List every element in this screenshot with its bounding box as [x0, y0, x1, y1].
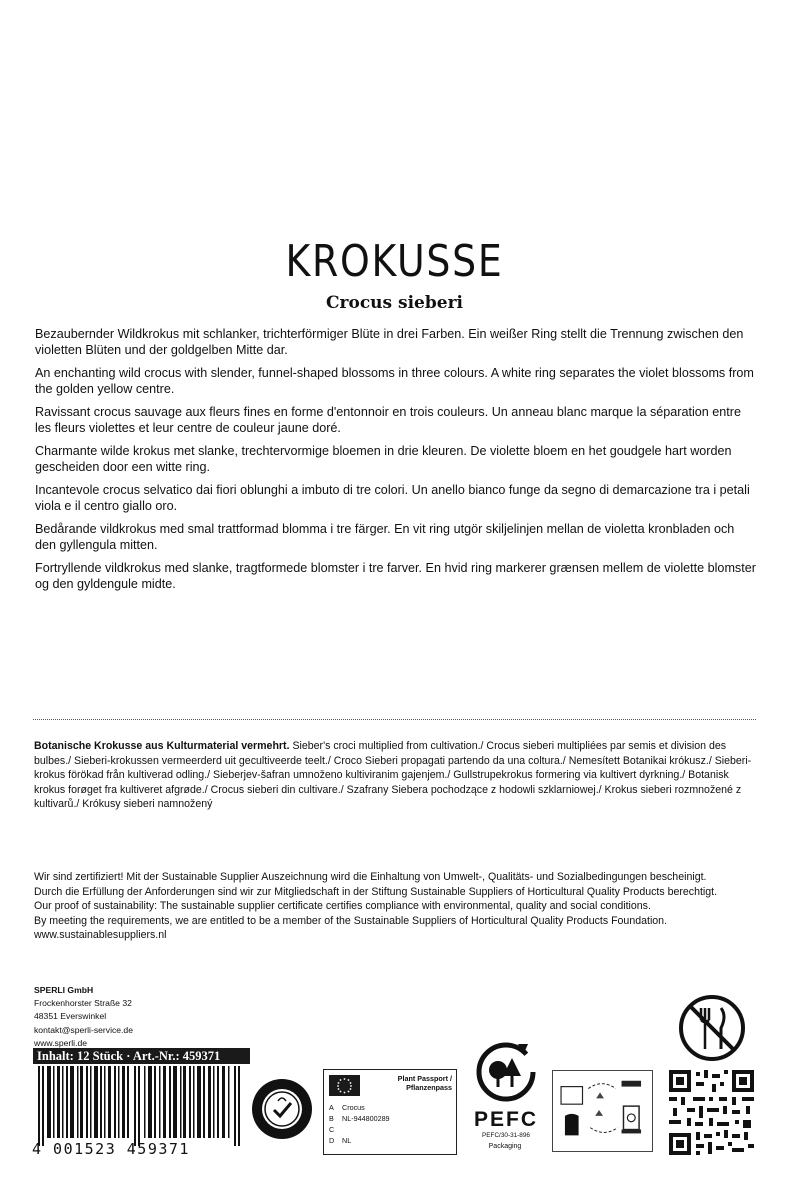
description-sv: Bedårande vildkrokus med smal trattformad blomma i tre färger. En vit ring utgör skiljelinjen mellan de violetta kronbladen och den gyllengula mitten. [35, 522, 735, 552]
certification-line: Wir sind zertifiziert! Mit der Sustainable Supplier Auszeichnung wird die Einhaltung von Umwelt-, Qualitäts- und Sozialbedingungen bescheinigt. [34, 871, 707, 883]
plant-passport-title: Plant Passport / Pflanzenpass [397, 1074, 452, 1092]
company-street: Frockenhorster Straße 32 [34, 998, 132, 1009]
company-website[interactable]: www.sperli.de [34, 1037, 88, 1048]
product-subtitle: Crocus sieberi [326, 293, 463, 313]
company-name: SPERLI GmbH [34, 985, 94, 995]
dotted-divider [33, 719, 756, 720]
row-key: B [329, 1114, 334, 1123]
description-nl: Charmante wilde krokus met slanke, trechtervormige bloemen in drie kleuren. De violette bloem en het goudgele hart worden gescheiden door een witte ring. [35, 444, 732, 474]
pefc-tree-icon [474, 1038, 538, 1102]
description-da: Fortryllende vildkrokus med slanke, tragtformede blomster i tre farver. En hvid ring markerer grænsen mellem de violette blomster og den gyldengule midte. [35, 561, 756, 591]
company-address [34, 984, 254, 1050]
sustainable-supplier-seal-icon [250, 1077, 314, 1141]
company-city: 48351 Everswinkel [34, 1011, 107, 1022]
pefc-wordmark: PEFC [473, 1108, 538, 1131]
plant-passport [323, 1069, 457, 1155]
pefc-code: PEFC/30-31-896 [482, 1132, 530, 1139]
row-value: NL [342, 1136, 352, 1145]
plant-passport-rows [329, 1102, 452, 1146]
qr-code-icon[interactable] [669, 1070, 754, 1155]
description-de: Bezaubernder Wildkrokus mit schlanker, trichterförmiger Blüte in drei Farben. Ein weißer Ring stellt die Trennung zwischen den violetten Blüten und der goldgelben Mitte dar. [35, 327, 744, 357]
multilingual-descriptions [35, 326, 757, 599]
row-key: C [329, 1125, 335, 1134]
certification-line: Our proof of sustainability: The sustainable supplier certificate certifies compliance with environmental, quality and social conditions. [34, 900, 651, 913]
pefc-logo [466, 1038, 546, 1156]
row-value: Crocus [342, 1103, 365, 1112]
eu-flag-icon [329, 1075, 360, 1096]
description-fr: Ravissant crocus sauvage aux fleurs fines en forme d'entonnoir en trois couleurs. Un anneau blanc marque la séparation entre les fleurs violettes et leur centre de couleur jaune doré. [35, 405, 741, 435]
row-key: D [329, 1136, 335, 1145]
propagation-note-text: Sieber's croci multiplied from cultivation./ Crocus sieberi multipliées par semis et division des bulbes./ Sieberi-krokussen vermeerderd uit gecultiveerde teelt./ Croco Sieberi propagati partendo da una coltura./ Nemesített Botanikai krókusz./ Sieberi-krokus förökad från kultiverad odling./ Sieberjev-šafran umnoženo kultiviranim gajenjem./ Gullstrupekrokus formering via kultivert dyrkning./ Botanisk krokus forøget fra kultiveret afgrøde./ Crocus sieberi din cultivare./ Szafrany Siebera pochodzące z hodowli szklarniowej./ Krokus sieberi rozmnožené z kultivarů./ Krókusy sieberi namnožený [34, 740, 752, 811]
description-en: An enchanting wild crocus with slender, funnel-shaped blossoms in three colours. A white ring separates the violet blossoms from the golden yellow centre. [35, 366, 754, 396]
pefc-packaging-label: Packaging [488, 1143, 522, 1150]
plant-passport-row [329, 1102, 452, 1113]
certification-block [34, 870, 758, 943]
certification-line: Durch die Erfüllung der Anforderungen sind wir zur Mitgliedschaft in der Stiftung Sustainable Suppliers of Horticultural Quality Products berechtigt. [34, 885, 718, 898]
row-value: NL-944800289 [342, 1114, 390, 1123]
product-title: KROKUSSE [285, 236, 504, 287]
no-food-icon [677, 993, 747, 1063]
description-it: Incantevole crocus selvatico dai fiori oblunghi a imbuto di tre colori. Un anello bianco funge da segno di demarcazione tra i petali viola e il centro giallo oro. [35, 483, 750, 513]
certification-line: By meeting the requirements, we are entitled to be a member of the Sustainable Suppliers of Horticultural Quality Products Foundation. [34, 914, 668, 927]
row-key: A [329, 1103, 334, 1112]
certification-link[interactable]: www.sustainablesuppliers.nl [34, 929, 167, 942]
propagation-note [34, 739, 758, 812]
company-email[interactable]: kontakt@sperli-service.de [34, 1024, 133, 1035]
barcode-number: 4 001523 459371 [32, 1140, 190, 1158]
propagation-note-bold: Botanische Krokusse aus Kulturmaterial vermehrt. [34, 740, 290, 752]
recycling-info-icon [552, 1070, 653, 1152]
plant-passport-row [329, 1113, 452, 1124]
plant-passport-row [329, 1135, 452, 1146]
plant-passport-row [329, 1124, 452, 1135]
content-article-bar: Inhalt: 12 Stück · Art.-Nr.: 459371 [33, 1048, 250, 1064]
